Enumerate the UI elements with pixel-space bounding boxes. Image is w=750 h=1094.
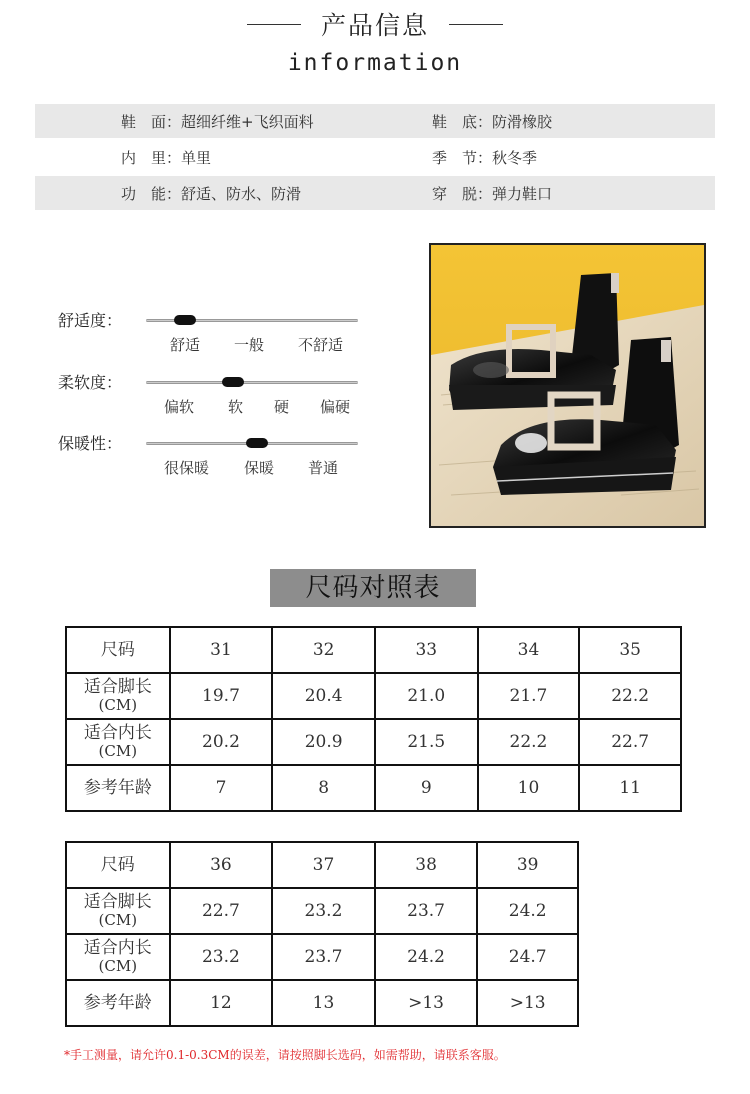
- cell-inner-length: 20.9: [272, 719, 375, 765]
- cell-size: 35: [579, 627, 681, 673]
- scale-track: [146, 319, 358, 322]
- scale-track: [146, 381, 358, 384]
- cell-inner-length: 23.2: [170, 934, 273, 980]
- cell-size: 32: [272, 627, 375, 673]
- scale-options: [146, 396, 358, 416]
- boots-illustration: [431, 245, 704, 526]
- cell-foot-length: 23.2: [272, 888, 375, 934]
- row-label-text: 适合内长: [83, 938, 152, 958]
- scale-option: 一般: [234, 336, 265, 354]
- scale-indicator: [222, 377, 244, 387]
- row-label-text: 适合脚长: [83, 677, 152, 697]
- scale-option: 舒适: [170, 336, 201, 354]
- table-row-age: [66, 765, 681, 811]
- cell-size: 39: [477, 842, 578, 888]
- scale-option: 偏硬: [320, 398, 351, 416]
- table-row-age: [66, 980, 578, 1026]
- cell-age: 9: [375, 765, 478, 811]
- scale-name: 舒适度：: [58, 311, 123, 330]
- row-label-foot-length: [66, 888, 170, 934]
- title-english: information: [287, 50, 463, 76]
- title-chinese: 产品信息: [320, 11, 429, 40]
- cell-age: 11: [579, 765, 681, 811]
- row-label-inner-length: [66, 719, 170, 765]
- cell-size: 38: [375, 842, 478, 888]
- info-value: 秋冬季: [492, 148, 538, 167]
- scale-option: 偏软: [164, 398, 195, 416]
- table-row-foot-length: [66, 888, 578, 934]
- row-label-unit: (CM): [98, 742, 138, 760]
- info-season: [432, 147, 537, 168]
- cell-foot-length: 20.4: [272, 673, 375, 719]
- table-row-foot-length: [66, 673, 681, 719]
- info-label: 穿 脱：: [432, 184, 493, 203]
- scale-options: [146, 334, 358, 354]
- scale-option: 软: [228, 398, 244, 416]
- row-label-inner-length: [66, 934, 170, 980]
- info-label: 鞋 底：: [432, 112, 493, 131]
- cell-inner-length: 23.7: [272, 934, 375, 980]
- title-divider-left: [247, 24, 301, 25]
- cell-inner-length: 22.7: [579, 719, 681, 765]
- info-value: 超细纤维+飞织面料: [181, 112, 314, 131]
- cell-age: >13: [375, 980, 478, 1026]
- scale-option: 很保暖: [164, 459, 210, 477]
- cell-age: 7: [170, 765, 273, 811]
- row-label-age: 参考年龄: [66, 980, 170, 1026]
- cell-size: 37: [272, 842, 375, 888]
- row-label-unit: (CM): [98, 911, 138, 929]
- scale-comfort: [58, 308, 368, 358]
- product-photo: [429, 243, 706, 528]
- cell-foot-length: 23.7: [375, 888, 478, 934]
- info-value: 舒适、防水、防滑: [181, 184, 302, 203]
- info-row-upper-sole: [35, 104, 715, 138]
- scale-option: 普通: [308, 459, 339, 477]
- row-label-text: 适合脚长: [83, 892, 152, 912]
- cell-size: 34: [478, 627, 580, 673]
- cell-inner-length: 22.2: [478, 719, 580, 765]
- cell-foot-length: 21.0: [375, 673, 478, 719]
- section-title: [0, 8, 750, 40]
- info-row-lining-season: [35, 140, 715, 174]
- cell-inner-length: 20.2: [170, 719, 273, 765]
- scale-name: 保暖性：: [58, 434, 123, 453]
- info-value: 单里: [181, 148, 212, 167]
- row-label-size: 尺码: [66, 627, 170, 673]
- info-value: 弹力鞋口: [492, 184, 553, 203]
- table-row-inner-length: [66, 934, 578, 980]
- info-label: 季 节：: [432, 148, 493, 167]
- cell-age: >13: [477, 980, 578, 1026]
- cell-inner-length: 21.5: [375, 719, 478, 765]
- row-label-text: 适合内长: [83, 723, 152, 743]
- scale-option: 保暖: [244, 459, 275, 477]
- info-value: 防滑橡胶: [492, 112, 553, 131]
- row-label-foot-length: [66, 673, 170, 719]
- cell-foot-length: 19.7: [170, 673, 273, 719]
- info-sole: [432, 111, 552, 132]
- table-row-size: [66, 842, 578, 888]
- cell-size: 36: [170, 842, 273, 888]
- scale-name: 柔软度：: [58, 373, 123, 392]
- row-label-unit: (CM): [98, 696, 138, 714]
- cell-age: 10: [478, 765, 580, 811]
- info-label: 内 里：: [121, 148, 182, 167]
- info-function: [121, 183, 301, 204]
- info-lining: [121, 147, 211, 168]
- scale-options: [146, 457, 358, 477]
- info-wear: [432, 183, 552, 204]
- table-row-size: [66, 627, 681, 673]
- cell-foot-length: 24.2: [477, 888, 578, 934]
- info-upper: [121, 111, 314, 132]
- measurement-note: *手工测量，请允许0.1-0.3CM的误差，请按照脚长选码，如需帮助，请联系客服。: [64, 1048, 506, 1062]
- cell-age: 12: [170, 980, 273, 1026]
- title-divider-right: [449, 24, 503, 25]
- cell-age: 13: [272, 980, 375, 1026]
- row-label-unit: (CM): [98, 957, 138, 975]
- size-table-2: [65, 841, 579, 1027]
- scale-option: 不舒适: [298, 336, 344, 354]
- info-label: 鞋 面：: [121, 112, 182, 131]
- scale-indicator: [246, 438, 268, 448]
- scale-indicator: [174, 315, 196, 325]
- row-label-age: 参考年龄: [66, 765, 170, 811]
- info-label: 功 能：: [121, 184, 182, 203]
- size-table-1: [65, 626, 682, 812]
- cell-size: 33: [375, 627, 478, 673]
- table-row-inner-length: [66, 719, 681, 765]
- cell-foot-length: 22.2: [579, 673, 681, 719]
- info-row-function-wear: [35, 176, 715, 210]
- cell-size: 31: [170, 627, 273, 673]
- scale-warmth: [58, 431, 368, 481]
- cell-inner-length: 24.7: [477, 934, 578, 980]
- scale-option: 硬: [274, 398, 290, 416]
- scale-track: [146, 442, 358, 445]
- cell-age: 8: [272, 765, 375, 811]
- row-label-size: 尺码: [66, 842, 170, 888]
- scale-softness: [58, 370, 368, 420]
- cell-foot-length: 22.7: [170, 888, 273, 934]
- cell-foot-length: 21.7: [478, 673, 580, 719]
- cell-inner-length: 24.2: [375, 934, 478, 980]
- size-chart-title: 尺码对照表: [270, 569, 476, 607]
